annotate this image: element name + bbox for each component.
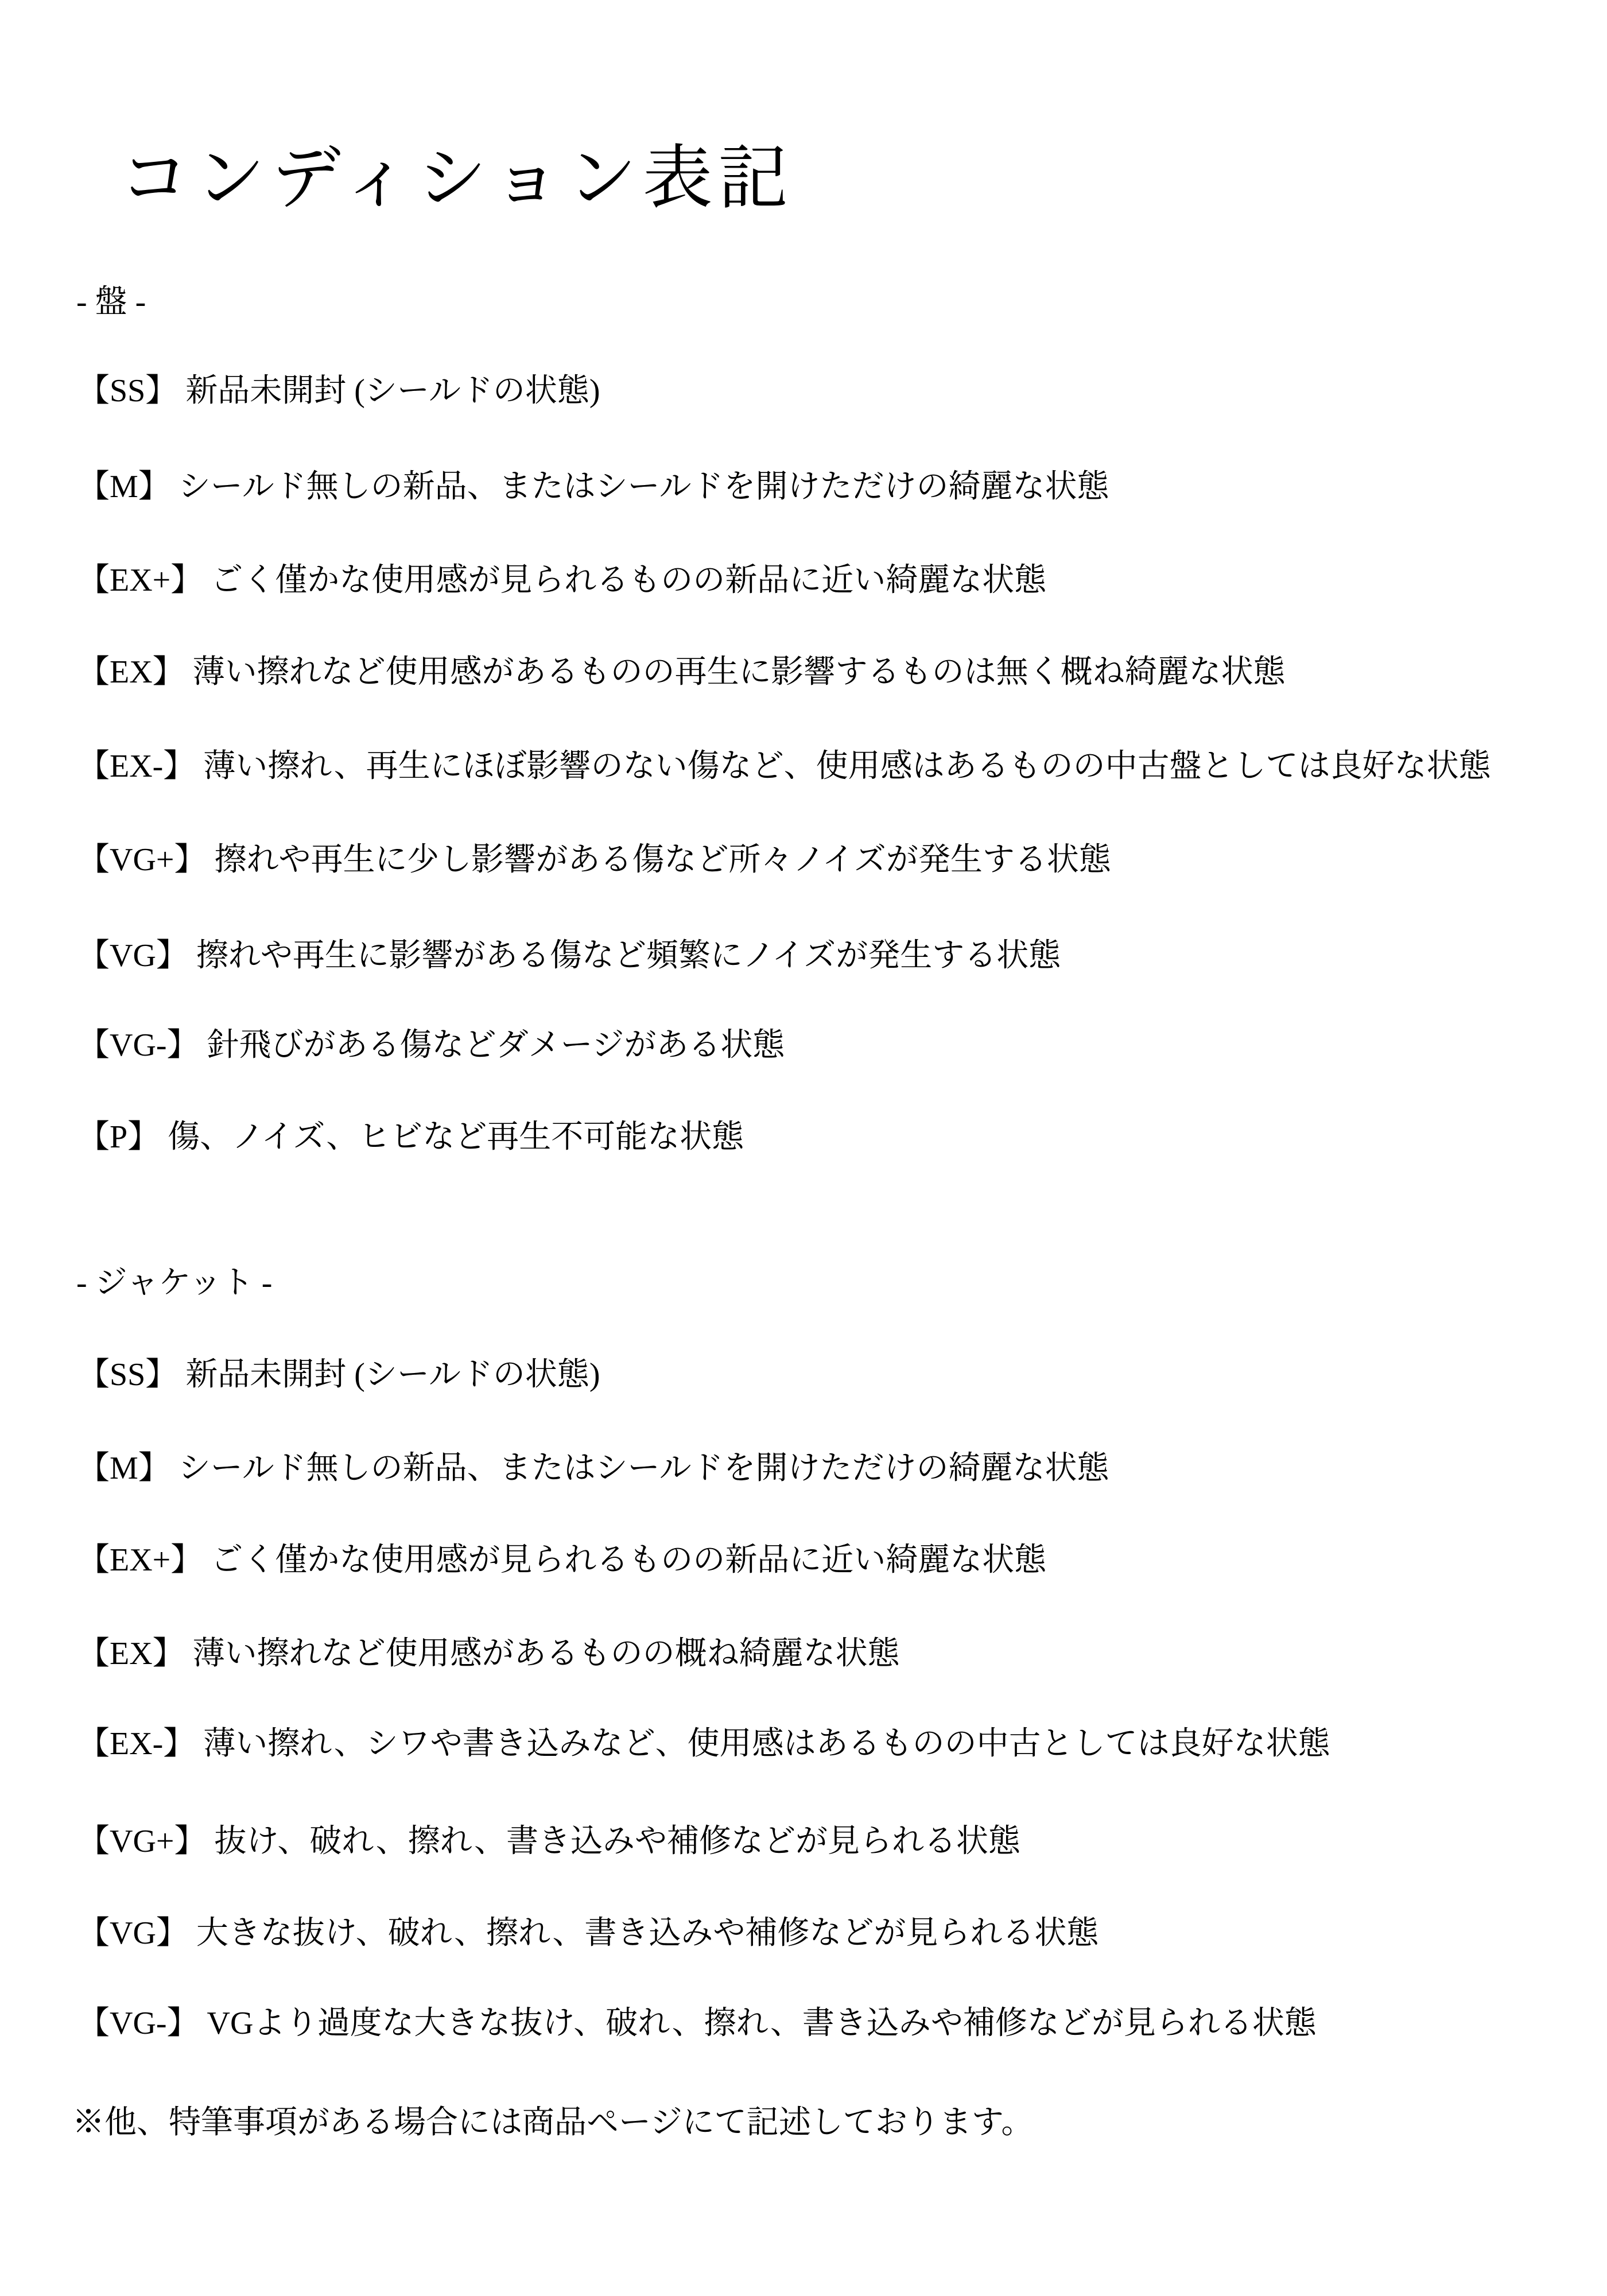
- condition-item-disc-ex: [77, 646, 1286, 692]
- condition-grade: 【VG-】: [77, 1027, 199, 1063]
- section-label-jacket: - ジャケット -: [76, 1265, 273, 1301]
- condition-desc: 薄い擦れ、再生にほぼ影響のない傷など、使用感はあるものの中古盤としては良好な状態: [203, 748, 1491, 784]
- condition-desc: 傷、ノイズ、ヒビなど再生不可能な状態: [168, 1119, 744, 1155]
- condition-desc: 針飛びがある傷などダメージがある状態: [207, 1027, 785, 1063]
- condition-grade: 【EX+】: [77, 1542, 203, 1578]
- condition-desc: ごく僅かな使用感が見られるものの新品に近い綺麗な状態: [211, 1542, 1047, 1578]
- condition-item-disc-vg-minus: [77, 1019, 785, 1065]
- condition-desc: 新品未開封 (シールドの状態): [185, 1357, 600, 1393]
- condition-desc: 擦れや再生に影響がある傷など頻繁にノイズが発生する状態: [196, 938, 1061, 974]
- condition-item-disc-ex-plus: [77, 554, 1046, 600]
- condition-grade: 【EX】: [77, 1636, 185, 1671]
- condition-item-disc-vg-plus: [77, 834, 1111, 880]
- condition-grade: 【VG】: [77, 1915, 188, 1951]
- condition-item-jacket-ex-plus: [77, 1534, 1046, 1580]
- condition-grade: 【SS】: [77, 373, 178, 409]
- condition-grade: 【VG】: [77, 938, 188, 974]
- condition-desc: 大きな抜け、破れ、擦れ、書き込みや補修などが見られる状態: [196, 1915, 1099, 1951]
- condition-item-disc-p: [77, 1111, 744, 1157]
- condition-item-jacket-ex: [77, 1628, 900, 1674]
- condition-item-jacket-vg: [77, 1907, 1098, 1953]
- condition-grade: 【VG+】: [77, 842, 207, 878]
- condition-grade: 【EX】: [77, 654, 185, 690]
- condition-grade: 【M】: [77, 469, 170, 505]
- condition-item-jacket-vg-minus: [77, 1998, 1317, 2043]
- condition-grade: 【EX-】: [77, 1726, 196, 1762]
- condition-desc: シールド無しの新品、またはシールドを開けただけの綺麗な状態: [178, 469, 1109, 505]
- condition-grade: 【VG-】: [77, 2006, 199, 2041]
- condition-desc: VGより過度な大きな抜け、破れ、擦れ、書き込みや補修などが見られる状態: [207, 2006, 1317, 2041]
- condition-grade: 【SS】: [77, 1357, 178, 1393]
- condition-grade: 【P】: [77, 1119, 160, 1155]
- condition-item-jacket-vg-plus: [77, 1816, 1020, 1861]
- condition-item-disc-ex-minus: [77, 740, 1491, 786]
- condition-item-jacket-ss: [77, 1349, 600, 1395]
- condition-desc: 抜け、破れ、擦れ、書き込みや補修などが見られる状態: [214, 1824, 1020, 1859]
- condition-desc: 薄い擦れなど使用感があるものの再生に影響するものは無く概ね綺麗な状態: [192, 654, 1286, 690]
- condition-desc: シールド無しの新品、またはシールドを開けただけの綺麗な状態: [178, 1450, 1109, 1486]
- condition-item-jacket-m: [77, 1442, 1109, 1488]
- condition-item-disc-vg: [77, 930, 1061, 976]
- condition-item-disc-m: [77, 461, 1109, 507]
- condition-grade: 【VG+】: [77, 1824, 207, 1859]
- condition-grade: 【EX+】: [77, 563, 203, 598]
- condition-item-jacket-ex-minus: [77, 1718, 1330, 1764]
- footnote: ※他、特筆事項がある場合には商品ページにて記述しております。: [72, 2105, 1034, 2140]
- condition-desc: 薄い擦れ、シワや書き込みなど、使用感はあるものの中古としては良好な状態: [203, 1726, 1330, 1762]
- condition-grade: 【M】: [77, 1450, 170, 1486]
- condition-desc: 新品未開封 (シールドの状態): [185, 373, 600, 409]
- condition-grade: 【EX-】: [77, 748, 196, 784]
- condition-desc: 薄い擦れなど使用感があるものの概ね綺麗な状態: [192, 1636, 900, 1671]
- condition-desc: 擦れや再生に少し影響がある傷など所々ノイズが発生する状態: [214, 842, 1111, 878]
- condition-item-disc-ss: [77, 365, 600, 411]
- section-label-disc: - 盤 -: [76, 284, 146, 320]
- page-title: コンディション表記: [119, 140, 794, 218]
- condition-desc: ごく僅かな使用感が見られるものの新品に近い綺麗な状態: [211, 563, 1047, 598]
